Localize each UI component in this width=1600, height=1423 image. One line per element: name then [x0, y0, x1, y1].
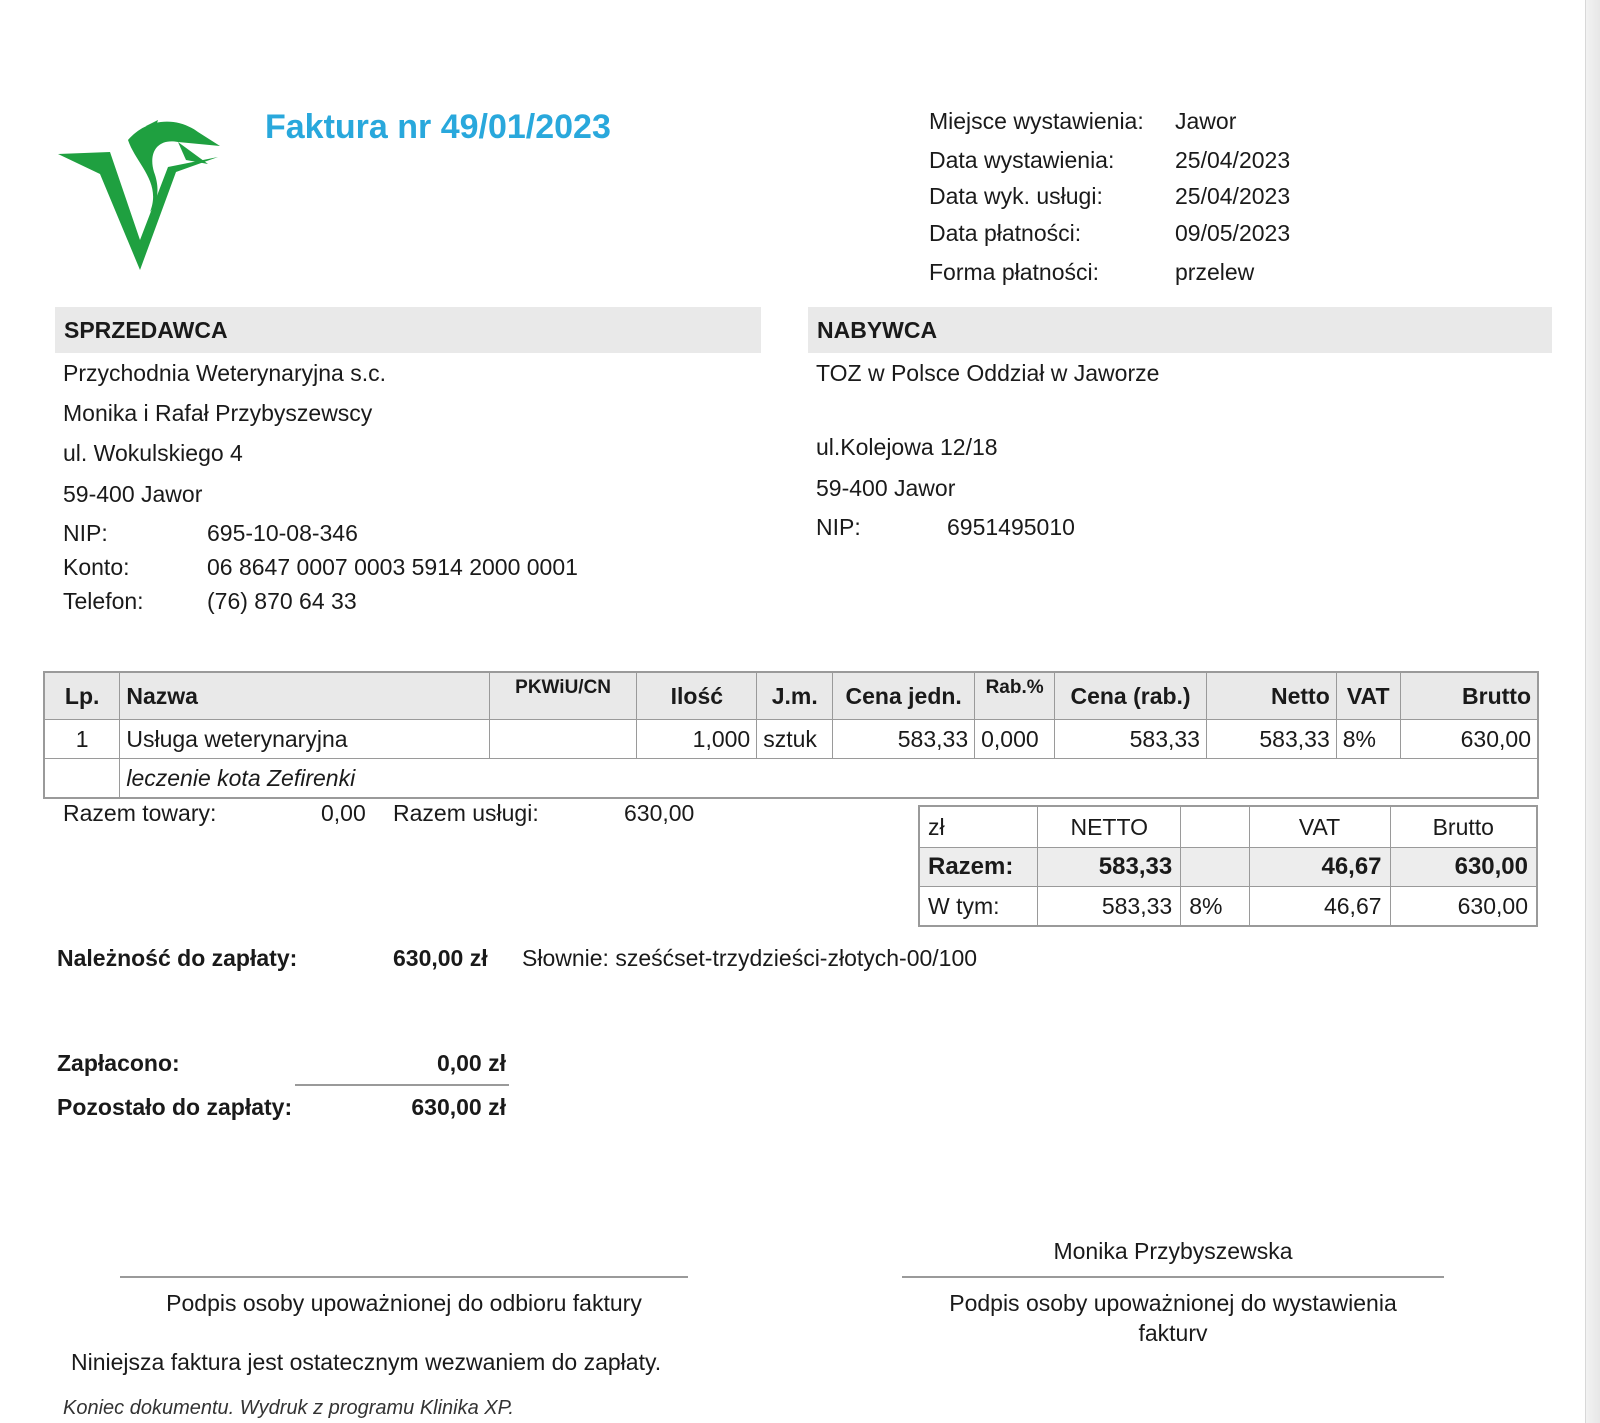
summary-net-header: NETTO: [1038, 806, 1181, 848]
remaining-value: 630,00 zł: [411, 1094, 506, 1120]
total-goods-label: Razem towary:: [63, 800, 217, 826]
vat-summary-table: [918, 805, 1538, 927]
summary-total-vat: 46,67: [1249, 848, 1390, 887]
buyer-city: 59-400 Jawor: [816, 475, 956, 501]
cell-qty: 1,000: [637, 720, 757, 759]
summary-gross-header: Brutto: [1390, 806, 1537, 848]
total-goods-value: 0,00: [321, 800, 366, 826]
cell-lp: 1: [44, 720, 120, 759]
summary-breakdown-net: 583,33: [1038, 887, 1181, 927]
summary-total-label: Razem:: [919, 848, 1038, 887]
items-header-row: [44, 672, 1538, 720]
buyer-name: TOZ w Polsce Oddział w Jaworze: [816, 360, 1160, 386]
summary-total-gross: 630,00: [1390, 848, 1537, 887]
buyer-heading: NABYWCA: [808, 307, 1552, 353]
page-edge: [1585, 0, 1600, 1423]
meta-value-payment-form: przelew: [1175, 259, 1255, 285]
seller-phone-label: Telefon:: [63, 588, 144, 614]
col-header-net: Netto: [1206, 672, 1336, 720]
seller-line: 59-400 Jawor: [63, 481, 203, 507]
amount-due-label: Należność do zapłaty:: [57, 945, 298, 971]
table-row-description: [44, 759, 1538, 799]
summary-rate-header: [1181, 806, 1249, 848]
seller-line: ul. Wokulskiego 4: [63, 440, 243, 466]
item-description: leczenie kota Zefirenki: [120, 759, 1538, 799]
meta-value-service-date: 25/04/2023: [1175, 183, 1291, 209]
invoice-title: Faktura nr 49/01/2023: [265, 108, 611, 146]
summary-total-row: [919, 848, 1537, 887]
seller-phone: (76) 870 64 33: [207, 588, 357, 614]
seller-nip: 695-10-08-346: [207, 520, 358, 546]
seller-nip-label: NIP:: [63, 520, 108, 546]
meta-label-issue-date: Data wystawienia:: [929, 147, 1115, 173]
summary-breakdown-rate: 8%: [1181, 887, 1249, 927]
seller-heading: SPRZEDAWCA: [55, 307, 761, 353]
meta-label-service-date: Data wyk. usługi:: [929, 183, 1103, 209]
col-header-qty: Ilość: [637, 672, 757, 720]
cell-gross: 630,00: [1400, 720, 1538, 759]
col-header-discounted-price: Cena (rab.): [1055, 672, 1207, 720]
final-notice: Niniejsza faktura jest ostatecznym wezwaniem do zapłaty.: [71, 1349, 662, 1375]
paid-label: Zapłacono:: [57, 1050, 180, 1076]
buyer-street: ul.Kolejowa 12/18: [816, 434, 998, 460]
cell-unit-price: 583,33: [833, 720, 975, 759]
col-header-lp: Lp.: [44, 672, 120, 720]
clinic-logo-icon: [58, 112, 228, 277]
buyer-nip: 6951495010: [947, 514, 1075, 540]
col-header-unit: J.m.: [757, 672, 833, 720]
issuer-name: Monika Przybyszewska: [1053, 1238, 1293, 1264]
col-header-discount: Rab.%: [975, 672, 1055, 720]
receiver-signature-line: [120, 1276, 688, 1278]
paid-value: 0,00 zł: [436, 1050, 506, 1076]
summary-total-net: 583,33: [1038, 848, 1181, 887]
cell-pkwiu: [489, 720, 637, 759]
summary-header-row: [919, 806, 1537, 848]
col-header-gross: Brutto: [1400, 672, 1538, 720]
meta-label-payment-form: Forma płatności:: [929, 259, 1100, 285]
total-services-label: Razem usługi:: [393, 800, 539, 826]
meta-value-payment-date: 09/05/2023: [1175, 220, 1291, 246]
amount-due-value: 630,00 zł: [393, 945, 488, 971]
cell-unit: sztuk: [757, 720, 833, 759]
col-header-vat: VAT: [1336, 672, 1400, 720]
cell-net: 583,33: [1206, 720, 1336, 759]
summary-breakdown-row: [919, 887, 1537, 927]
meta-value-issue-date: 25/04/2023: [1175, 147, 1291, 173]
meta-label-place: Miejsce wystawienia:: [929, 108, 1144, 134]
buyer-nip-label: NIP:: [816, 514, 861, 540]
summary-breakdown-label: W tym:: [919, 887, 1038, 927]
items-table: [43, 671, 1539, 799]
total-services-value: 630,00: [624, 800, 695, 826]
meta-value-place: Jawor: [1175, 108, 1237, 134]
meta-label-payment-date: Data płatności:: [929, 220, 1082, 246]
issuer-signature-caption: Podpis osoby upoważnionej do wystawienia: [949, 1290, 1397, 1316]
summary-vat-header: VAT: [1249, 806, 1390, 848]
cell-vat: 8%: [1336, 720, 1400, 759]
seller-line: Przychodnia Weterynaryjna s.c.: [63, 360, 386, 386]
cell-empty: [44, 759, 120, 799]
summary-breakdown-gross: 630,00: [1390, 887, 1537, 927]
seller-account: 06 8647 0007 0003 5914 2000 0001: [207, 554, 578, 580]
seller-account-label: Konto:: [63, 554, 130, 580]
issuer-signature-line: [902, 1276, 1444, 1278]
issuer-signature-caption-cont: fakturv: [1138, 1320, 1208, 1346]
col-header-name: Nazwa: [120, 672, 489, 720]
summary-currency: zł: [919, 806, 1038, 848]
document-end-note: Koniec dokumentu. Wydruk z programu Klinika XP.: [63, 1397, 514, 1419]
summary-breakdown-vat: 46,67: [1249, 887, 1390, 927]
cell-name: Usługa weterynaryjna: [120, 720, 489, 759]
amount-in-words: Słownie: sześćset-trzydzieści-złotych-00/100: [522, 945, 978, 971]
receiver-signature-caption: Podpis osoby upoważnionej do odbioru faktury: [166, 1290, 642, 1316]
summary-total-rate: [1181, 848, 1249, 887]
col-header-unit-price: Cena jedn.: [833, 672, 975, 720]
cell-discount: 0,000: [975, 720, 1055, 759]
seller-line: Monika i Rafał Przybyszewscy: [63, 400, 373, 426]
remaining-label: Pozostało do zapłaty:: [57, 1094, 293, 1120]
col-header-pkwiu: PKWiU/CN: [489, 672, 637, 720]
table-row: [44, 720, 1538, 759]
cell-discounted-price: 583,33: [1055, 720, 1207, 759]
paid-divider: [295, 1084, 509, 1086]
